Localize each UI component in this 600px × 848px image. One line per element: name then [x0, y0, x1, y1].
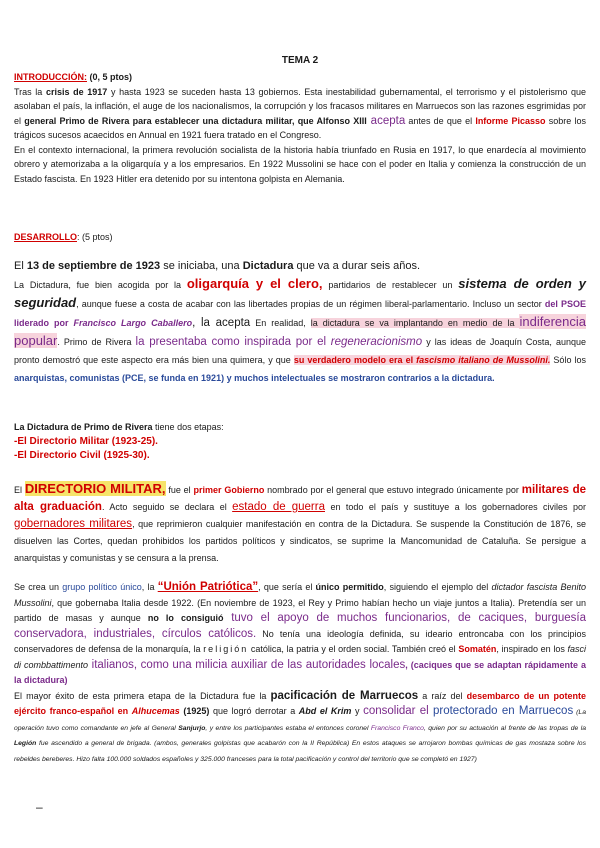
text-run: y	[351, 706, 364, 716]
text-run: , la	[141, 582, 158, 592]
text-run: grupo político único	[62, 582, 142, 592]
desarrollo-paragraph-2	[14, 275, 586, 387]
etapas-section	[14, 420, 586, 464]
text-run: en todo el país y sustituye a los gobernadores civiles por	[325, 502, 586, 512]
text-run: indiferencia popular	[14, 314, 586, 348]
text-run: , aunque fuese a costa de acabar con las libertades propias de un régimen liberal-parlamentario. Incluso un sector	[76, 299, 545, 309]
text-run: Francisco Largo Caballero	[73, 318, 193, 328]
text-run: estado de guerra	[232, 501, 325, 513]
text-run: su verdadero modelo era el	[293, 355, 417, 365]
text-run: , siguiendo el ejemplo del	[383, 582, 492, 592]
text-run: anarquistas, comunistas (PCE, se funda en 1921) y muchos intelectuales se mostraron contrarios a la dictadura.	[14, 373, 495, 383]
etapa-1: -El Directorio Militar (1923-25).	[14, 435, 158, 447]
text-run: fue ascendido a general de brigada. (ambos, generales golpistas que acabarón con la II República) En estos ataques se arrojaron bombas químicas de gas mostaza sobre los rebeldes bereberes. Hizo falta 100.000 soldados españoles y 325.000 franceses para la total pacificación y control del territorio que se completó en 1927)	[14, 740, 586, 763]
text-run: general Primo de Rivera para establecer una dictadura militar, que Alfonso XIII	[24, 115, 367, 126]
text-run: DIRECTORIO MILITAR,	[24, 481, 166, 496]
text-run: , inspirado en los	[496, 644, 568, 654]
text-run: 13 de septiembre de 1923	[26, 260, 161, 272]
desarrollo-heading-line	[14, 230, 586, 245]
text-run: consolidar el	[363, 705, 433, 717]
text-run: La Dictadura, fue bien acogida por la	[14, 280, 187, 290]
text-run: , que gobernaba Italia desde 1922. (En noviembre de 1923, el Rey y Primo habían hecho un viaje juntos a Italia). Pretendía ser un partido de masas y aunque	[14, 597, 586, 623]
text-run: El	[14, 260, 27, 272]
text-run: primer Gobierno	[193, 485, 265, 495]
text-run: único permitido	[315, 582, 384, 592]
text-run: , quien por su actuación al frente de las tropas de la	[423, 724, 587, 732]
intro-section	[14, 70, 586, 186]
etapa-2: -El Directorio Civil (1925-30).	[14, 450, 150, 461]
desarrollo-paragraph-1	[14, 257, 586, 275]
text-run: protectorado en Marruecos	[432, 705, 574, 717]
text-run: El	[14, 485, 25, 495]
text-run: No tenía una ideología definida, su ideario entroncaba con los principios conservadores de defensa de la monarquía, la	[14, 628, 586, 654]
text-run: Abd el Krim	[298, 706, 352, 716]
text-run: gobernadores militares	[14, 518, 133, 530]
text-run: partidarios de restablecer un	[322, 280, 459, 290]
desarrollo-body	[14, 257, 586, 387]
text-run: El mayor éxito de esta primera etapa de la Dictadura fue la	[14, 690, 271, 701]
text-run: religión	[203, 644, 249, 654]
text-run: la dictadura se va implantando en medio de la	[310, 318, 520, 328]
text-run: desembarco de un potente ejército franco-español en	[14, 690, 586, 716]
text-run: a raíz del	[418, 690, 467, 701]
text-run: acepta	[366, 114, 406, 127]
desarrollo-points: : (5 ptos)	[77, 232, 113, 242]
union-patriotica-paragraph	[14, 580, 586, 766]
text-run: la presentaba como inspirada por el	[135, 336, 331, 348]
text-run: , que reprimieron cualquier manifestación en contra de la Dictadura. Se suspende la Constitución de 1876, se disuelven las Cortes, quedan prohibidos los partidos políticos y sindicatos, se suprime la Mancomunidad de Cataluña. Se persigue a anarquistas y comunistas y se censura a la prensa.	[14, 519, 586, 563]
text-run: Alhucemas	[131, 706, 180, 716]
text-run: fascismo italiano de Mussolini.	[416, 355, 551, 365]
text-run: sobre los trágicos sucesos acaecidos en Annual en 1921 fuera tratado en el Congreso.	[14, 115, 586, 140]
text-run: que logró derrotar a	[209, 706, 299, 716]
text-run: y las ideas de Joaquín Costa, aunque pronto demostró que este aspecto era más bien una quimera, y que	[14, 337, 586, 365]
text-run: se iniciaba, una	[160, 260, 243, 272]
text-run: católica, la patria y el orden social. También creó el	[248, 644, 459, 654]
text-run: (1925)	[179, 706, 210, 716]
intro-paragraph-2: En el contexto internacional, la primera revolución socialista de la historia había triunfado en Rusia en 1917, lo que enardecía al movimiento obrero y atemorizaba a la oligarquía y a los empresarios. En 1922 Mussolini se hace con el poder en Italia y comienza la construcción de un Estado fascista. En 1923 Hitler era detenido por su intentona golpista en Alemania.	[14, 144, 586, 184]
text-run: oligarquía y el clero,	[186, 276, 323, 291]
text-run: milicia	[195, 658, 228, 671]
text-run: militares de alta graduación	[14, 484, 586, 513]
text-run: del PSOE liderado por	[14, 299, 586, 328]
text-run: Sólo los	[550, 355, 587, 365]
text-run: italianos, como una	[88, 658, 196, 671]
text-run: . Primo de Rivera	[57, 337, 136, 347]
text-run: no lo consiguió	[147, 613, 224, 623]
etapas-intro	[14, 420, 586, 435]
text-run: Francisco Franco	[370, 724, 424, 732]
text-run: tuvo el apoyo de muchos funcionarios, de caciques, burguesía conservadora, industriales, círculos católicos.	[14, 612, 586, 640]
directorio-militar-paragraph	[14, 480, 586, 567]
text-run: , la acepta	[192, 317, 251, 329]
text-run: Sanjurjo	[178, 724, 206, 732]
text-run: y hasta 1923 se suceden hasta 13 gobiernos. Esta inestabilidad gubernamental, el terrorismo y el pistolerismo que asolaban el país, la inflación, el auge de los nacionalismos, la corrupción y los fracasos militares en Marruecos son las razones esgrimidas por el	[14, 86, 587, 126]
text-run: auxiliar de las autoridades locales	[227, 658, 406, 671]
text-run: pacificación de Marruecos	[270, 689, 419, 702]
text-run: La Dictadura de Primo de Rivera	[14, 422, 153, 432]
text-run: Informe Picasso	[475, 115, 546, 126]
text-run: antes de que el	[405, 115, 476, 126]
text-run: En realidad,	[250, 318, 311, 328]
text-run: (La operación tuvo como comandante en jefe al General	[14, 709, 586, 732]
text-run: tiene dos etapas:	[152, 422, 224, 432]
intro-points: (0, 5 ptos)	[89, 72, 133, 82]
text-run: Tras la	[14, 86, 46, 97]
text-run: , y entre los participantes estaba el entonces coronel	[205, 724, 371, 732]
text-run: que va a durar seis años.	[293, 260, 421, 272]
desarrollo-heading: DESARROLLO	[14, 232, 77, 242]
text-run: , (caciques que se adaptan rápidamente a la dictadura)	[14, 659, 587, 685]
text-run: Se crea un	[14, 582, 63, 592]
text-run: Somatén	[458, 644, 497, 654]
text-run: sistema de orden y seguridad	[14, 276, 586, 310]
intro-paragraph-1	[14, 85, 586, 143]
text-run: dictador fascista Benito Mussolini	[14, 582, 586, 608]
text-run: Dictadura	[242, 260, 294, 272]
text-run: . Acto seguido se declara el	[101, 502, 233, 512]
text-run: , que sería el	[258, 582, 316, 592]
text-run: regeneracionismo	[330, 336, 423, 348]
intro-heading-line	[14, 70, 586, 85]
footer-mark: –	[36, 800, 43, 814]
text-run: Legión	[14, 740, 37, 747]
text-run: nombrado por el general que estuvo integrado únicamente por	[264, 485, 522, 495]
page-title: TEMA 2	[281, 55, 319, 66]
intro-heading: INTRODUCCIÓN:	[14, 72, 87, 82]
text-run: fue el	[165, 485, 194, 495]
text-run: fasci di combbattimento	[14, 644, 587, 670]
text-run: “Unión Patriótica”	[157, 581, 259, 593]
text-run: crisis de 1917	[45, 86, 108, 97]
